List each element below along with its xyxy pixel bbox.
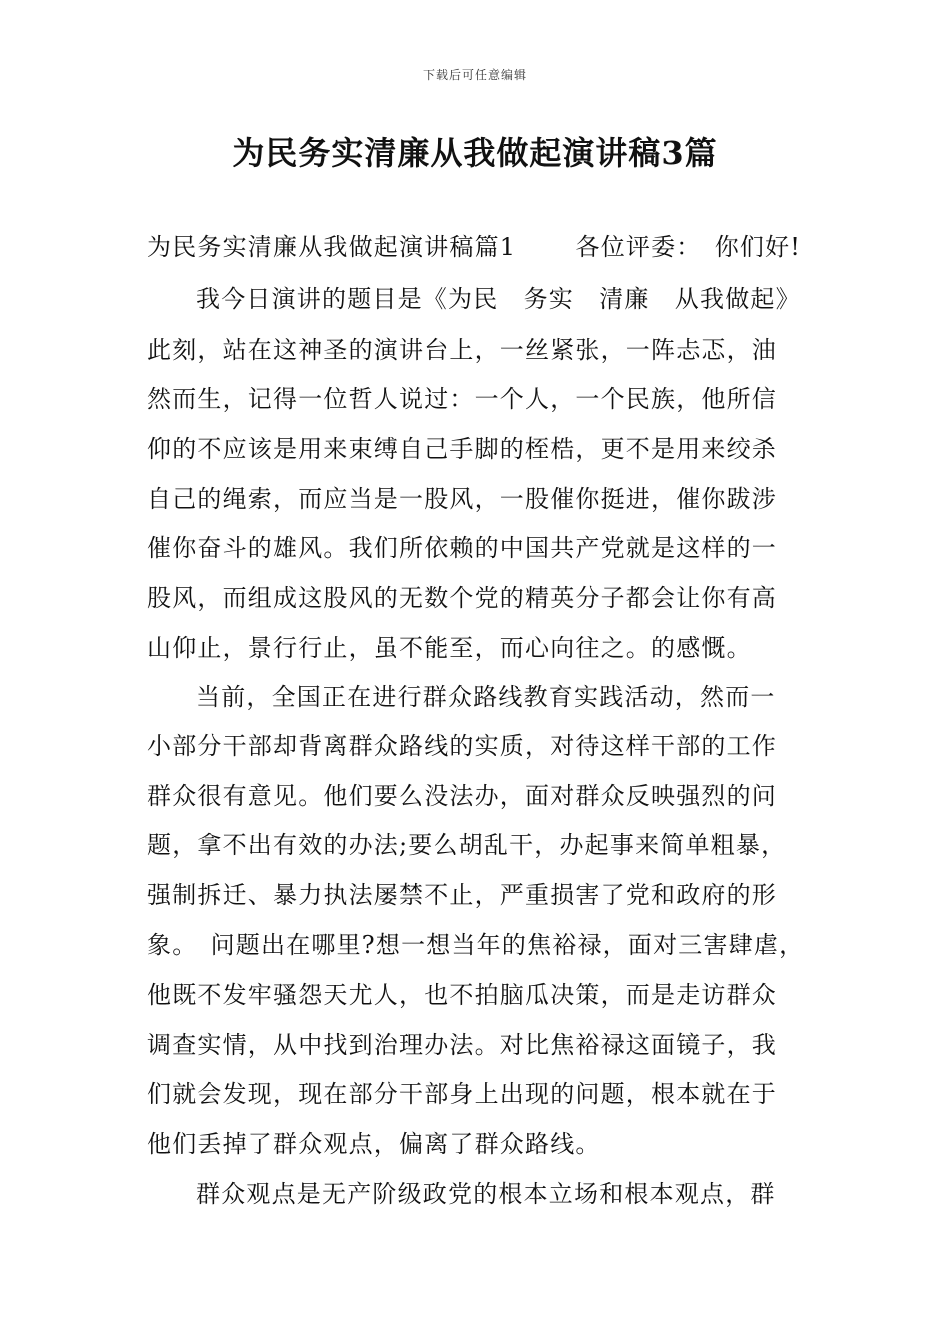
body-line: 象。 问题出在哪里?想一想当年的焦裕禄，面对三害肆虐， bbox=[147, 931, 805, 959]
body-line: 他们丢掉了群众观点，偏离了群众路线。 bbox=[147, 1130, 601, 1158]
body-line: 强制拆迁、暴力执法屡禁不止，严重损害了党和政府的形 bbox=[147, 881, 777, 909]
body-line: 群众很有意见。他们要么没法办，面对群众反映强烈的问 bbox=[147, 782, 777, 810]
header-note: 下载后可任意编辑 bbox=[422, 68, 527, 82]
body-line: 为民务实清廉从我做起演讲稿篇1 各位评委： 你们好! bbox=[147, 233, 802, 261]
body-line: 仰的不应该是用来束缚自己手脚的桎梏，更不是用来绞杀 bbox=[147, 435, 777, 463]
body-line: 自己的绳索，而应当是一股风，一股催你挺进，催你跋涉 bbox=[147, 485, 777, 513]
body-line: 此刻，站在这神圣的演讲台上，一丝紧张，一阵忐忑，油 bbox=[147, 336, 777, 364]
document-title: 为民务实清廉从我做起演讲稿3篇 bbox=[232, 134, 718, 172]
body-line: 当前，全国正在进行群众路线教育实践活动，然而一 bbox=[196, 683, 776, 711]
body-line: 小部分干部却背离群众路线的实质，对待这样干部的工作 bbox=[147, 732, 777, 760]
body-line: 群众观点是无产阶级政党的根本立场和根本观点，群 bbox=[196, 1180, 776, 1208]
body-line: 题，拿不出有效的办法;要么胡乱干，办起事来简单粗暴， bbox=[147, 831, 787, 859]
body-line: 然而生，记得一位哲人说过：一个人，一个民族，他所信 bbox=[147, 385, 777, 413]
body-line: 股风，而组成这股风的无数个党的精英分子都会让你有高 bbox=[147, 584, 777, 612]
body-line: 们就会发现，现在部分干部身上出现的问题，根本就在于 bbox=[147, 1080, 777, 1108]
body-line: 催你奋斗的雄风。我们所依赖的中国共产党就是这样的一 bbox=[147, 534, 777, 562]
body-line: 调查实情，从中找到治理办法。对比焦裕禄这面镜子，我 bbox=[147, 1031, 777, 1059]
body-line: 他既不发牢骚怨天尤人，也不拍脑瓜决策，而是走访群众 bbox=[147, 981, 777, 1009]
body-line: 山仰止，景行行止，虽不能至，而心向往之。的感慨。 bbox=[147, 634, 752, 662]
body-line: 我今日演讲的题目是《为民 务实 清廉 从我做起》 bbox=[196, 285, 801, 313]
